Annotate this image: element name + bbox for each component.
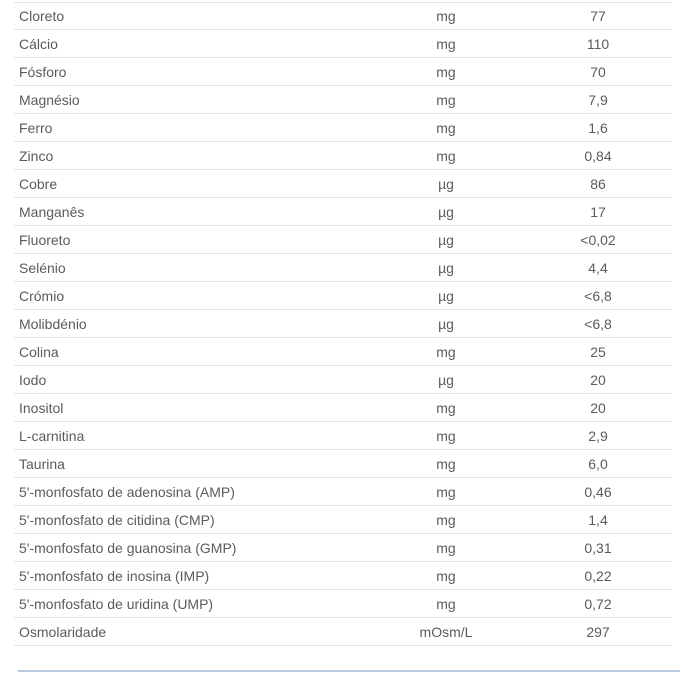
nutrient-unit: mOsm/L bbox=[419, 623, 473, 640]
nutrient-value: 17 bbox=[590, 203, 606, 220]
table-row bbox=[14, 114, 672, 142]
nutrient-name: Cloreto bbox=[19, 8, 65, 24]
nutrient-unit: µg bbox=[438, 175, 454, 192]
table-row bbox=[14, 394, 672, 422]
nutrient-value: 1,6 bbox=[588, 119, 608, 136]
nutrient-name: Magnésio bbox=[19, 91, 80, 108]
table-row bbox=[14, 478, 672, 506]
table-row bbox=[14, 366, 672, 394]
nutrient-name: Colina bbox=[19, 343, 59, 360]
nutrient-name: Cobre bbox=[19, 175, 58, 192]
table-row bbox=[14, 30, 672, 58]
nutrient-unit: mg bbox=[436, 91, 456, 108]
nutrient-unit: µg bbox=[438, 231, 454, 248]
nutrient-unit: µg bbox=[438, 371, 454, 388]
nutrient-unit: mg bbox=[436, 511, 456, 528]
table-row bbox=[14, 506, 672, 534]
nutrient-value: 86 bbox=[590, 175, 606, 192]
nutrient-unit: mg bbox=[436, 427, 456, 444]
nutrient-name: Manganês bbox=[19, 203, 85, 220]
table-row bbox=[14, 86, 672, 114]
table-row bbox=[14, 310, 672, 338]
nutrient-name: Ferro bbox=[19, 119, 53, 136]
nutrient-value: 70 bbox=[590, 63, 606, 80]
nutrient-unit: µg bbox=[438, 259, 454, 276]
nutrient-unit: mg bbox=[436, 343, 456, 360]
nutrient-unit: µg bbox=[438, 287, 454, 304]
nutrient-value: <6,8 bbox=[584, 315, 612, 332]
nutrient-value: 4,4 bbox=[588, 259, 608, 276]
table-row bbox=[14, 142, 672, 170]
bottom-divider bbox=[18, 670, 680, 672]
nutrition-table bbox=[14, 2, 672, 646]
nutrient-name: Cálcio bbox=[19, 35, 58, 52]
nutrient-value: 20 bbox=[590, 371, 606, 388]
table-row bbox=[14, 58, 672, 86]
table-row bbox=[14, 590, 672, 618]
nutrient-unit: mg bbox=[436, 595, 456, 612]
nutrient-value: 0,84 bbox=[584, 147, 612, 164]
nutrient-name: Molibdénio bbox=[19, 315, 87, 332]
nutrient-unit: mg bbox=[436, 147, 456, 164]
nutrient-value: 25 bbox=[590, 343, 606, 360]
nutrient-value: 2,9 bbox=[588, 427, 608, 444]
nutrient-value: <0,02 bbox=[580, 231, 616, 248]
table-row bbox=[14, 2, 672, 30]
table-row bbox=[14, 562, 672, 590]
nutrient-value: 0,22 bbox=[584, 567, 612, 584]
nutrient-name: Fluoreto bbox=[19, 231, 71, 248]
nutrient-value: 0,31 bbox=[584, 539, 612, 556]
table-row bbox=[14, 198, 672, 226]
table-row bbox=[14, 534, 672, 562]
nutrient-unit: mg bbox=[436, 567, 456, 584]
nutrient-name: 5'-monfosfato de adenosina (AMP) bbox=[19, 483, 235, 500]
nutrient-name: L-carnitina bbox=[19, 427, 85, 444]
nutrient-value: 0,46 bbox=[584, 483, 612, 500]
nutrient-unit: µg bbox=[438, 203, 454, 220]
nutrient-name: 5'-monfosfato de citidina (CMP) bbox=[19, 511, 215, 528]
nutrient-value: 110 bbox=[586, 35, 610, 52]
table-row bbox=[14, 618, 672, 646]
nutrient-name: 5'-monfosfato de guanosina (GMP) bbox=[19, 539, 237, 556]
nutrient-unit: mg bbox=[436, 119, 456, 136]
nutrient-value: 297 bbox=[586, 623, 610, 640]
table-row bbox=[14, 422, 672, 450]
nutrient-name: Taurina bbox=[19, 455, 65, 472]
nutrient-value: 20 bbox=[590, 399, 606, 416]
table-row bbox=[14, 254, 672, 282]
nutrient-name: Selénio bbox=[19, 259, 66, 276]
nutrient-name: Iodo bbox=[19, 371, 47, 388]
table-row bbox=[14, 282, 672, 310]
nutrient-unit: µg bbox=[438, 315, 454, 332]
nutrient-unit: mg bbox=[436, 399, 456, 416]
nutrient-unit: mg bbox=[436, 8, 456, 24]
nutrient-name: 5'-monfosfato de uridina (UMP) bbox=[19, 595, 214, 612]
nutrient-unit: mg bbox=[436, 63, 456, 80]
nutrient-value: 6,0 bbox=[588, 455, 608, 472]
nutrient-value: 77 bbox=[590, 8, 606, 24]
table-row bbox=[14, 226, 672, 254]
nutrient-name: Inositol bbox=[19, 399, 64, 416]
table-row bbox=[14, 338, 672, 366]
nutrient-name: Crómio bbox=[19, 287, 65, 304]
nutrient-value: 7,9 bbox=[588, 91, 608, 108]
nutrient-unit: mg bbox=[436, 539, 456, 556]
nutrient-value: 0,72 bbox=[584, 595, 612, 612]
nutrient-unit: mg bbox=[436, 35, 456, 52]
nutrient-name: 5'-monfosfato de inosina (IMP) bbox=[19, 567, 210, 584]
nutrient-name: Zinco bbox=[19, 147, 54, 164]
nutrient-unit: mg bbox=[436, 455, 456, 472]
nutrient-unit: mg bbox=[436, 483, 456, 500]
table-row bbox=[14, 450, 672, 478]
nutrient-value: 1,4 bbox=[588, 511, 608, 528]
nutrient-value: <6,8 bbox=[584, 287, 612, 304]
nutrient-name: Osmolaridade bbox=[19, 623, 107, 640]
nutrient-name: Fósforo bbox=[19, 63, 67, 80]
table-row bbox=[14, 170, 672, 198]
